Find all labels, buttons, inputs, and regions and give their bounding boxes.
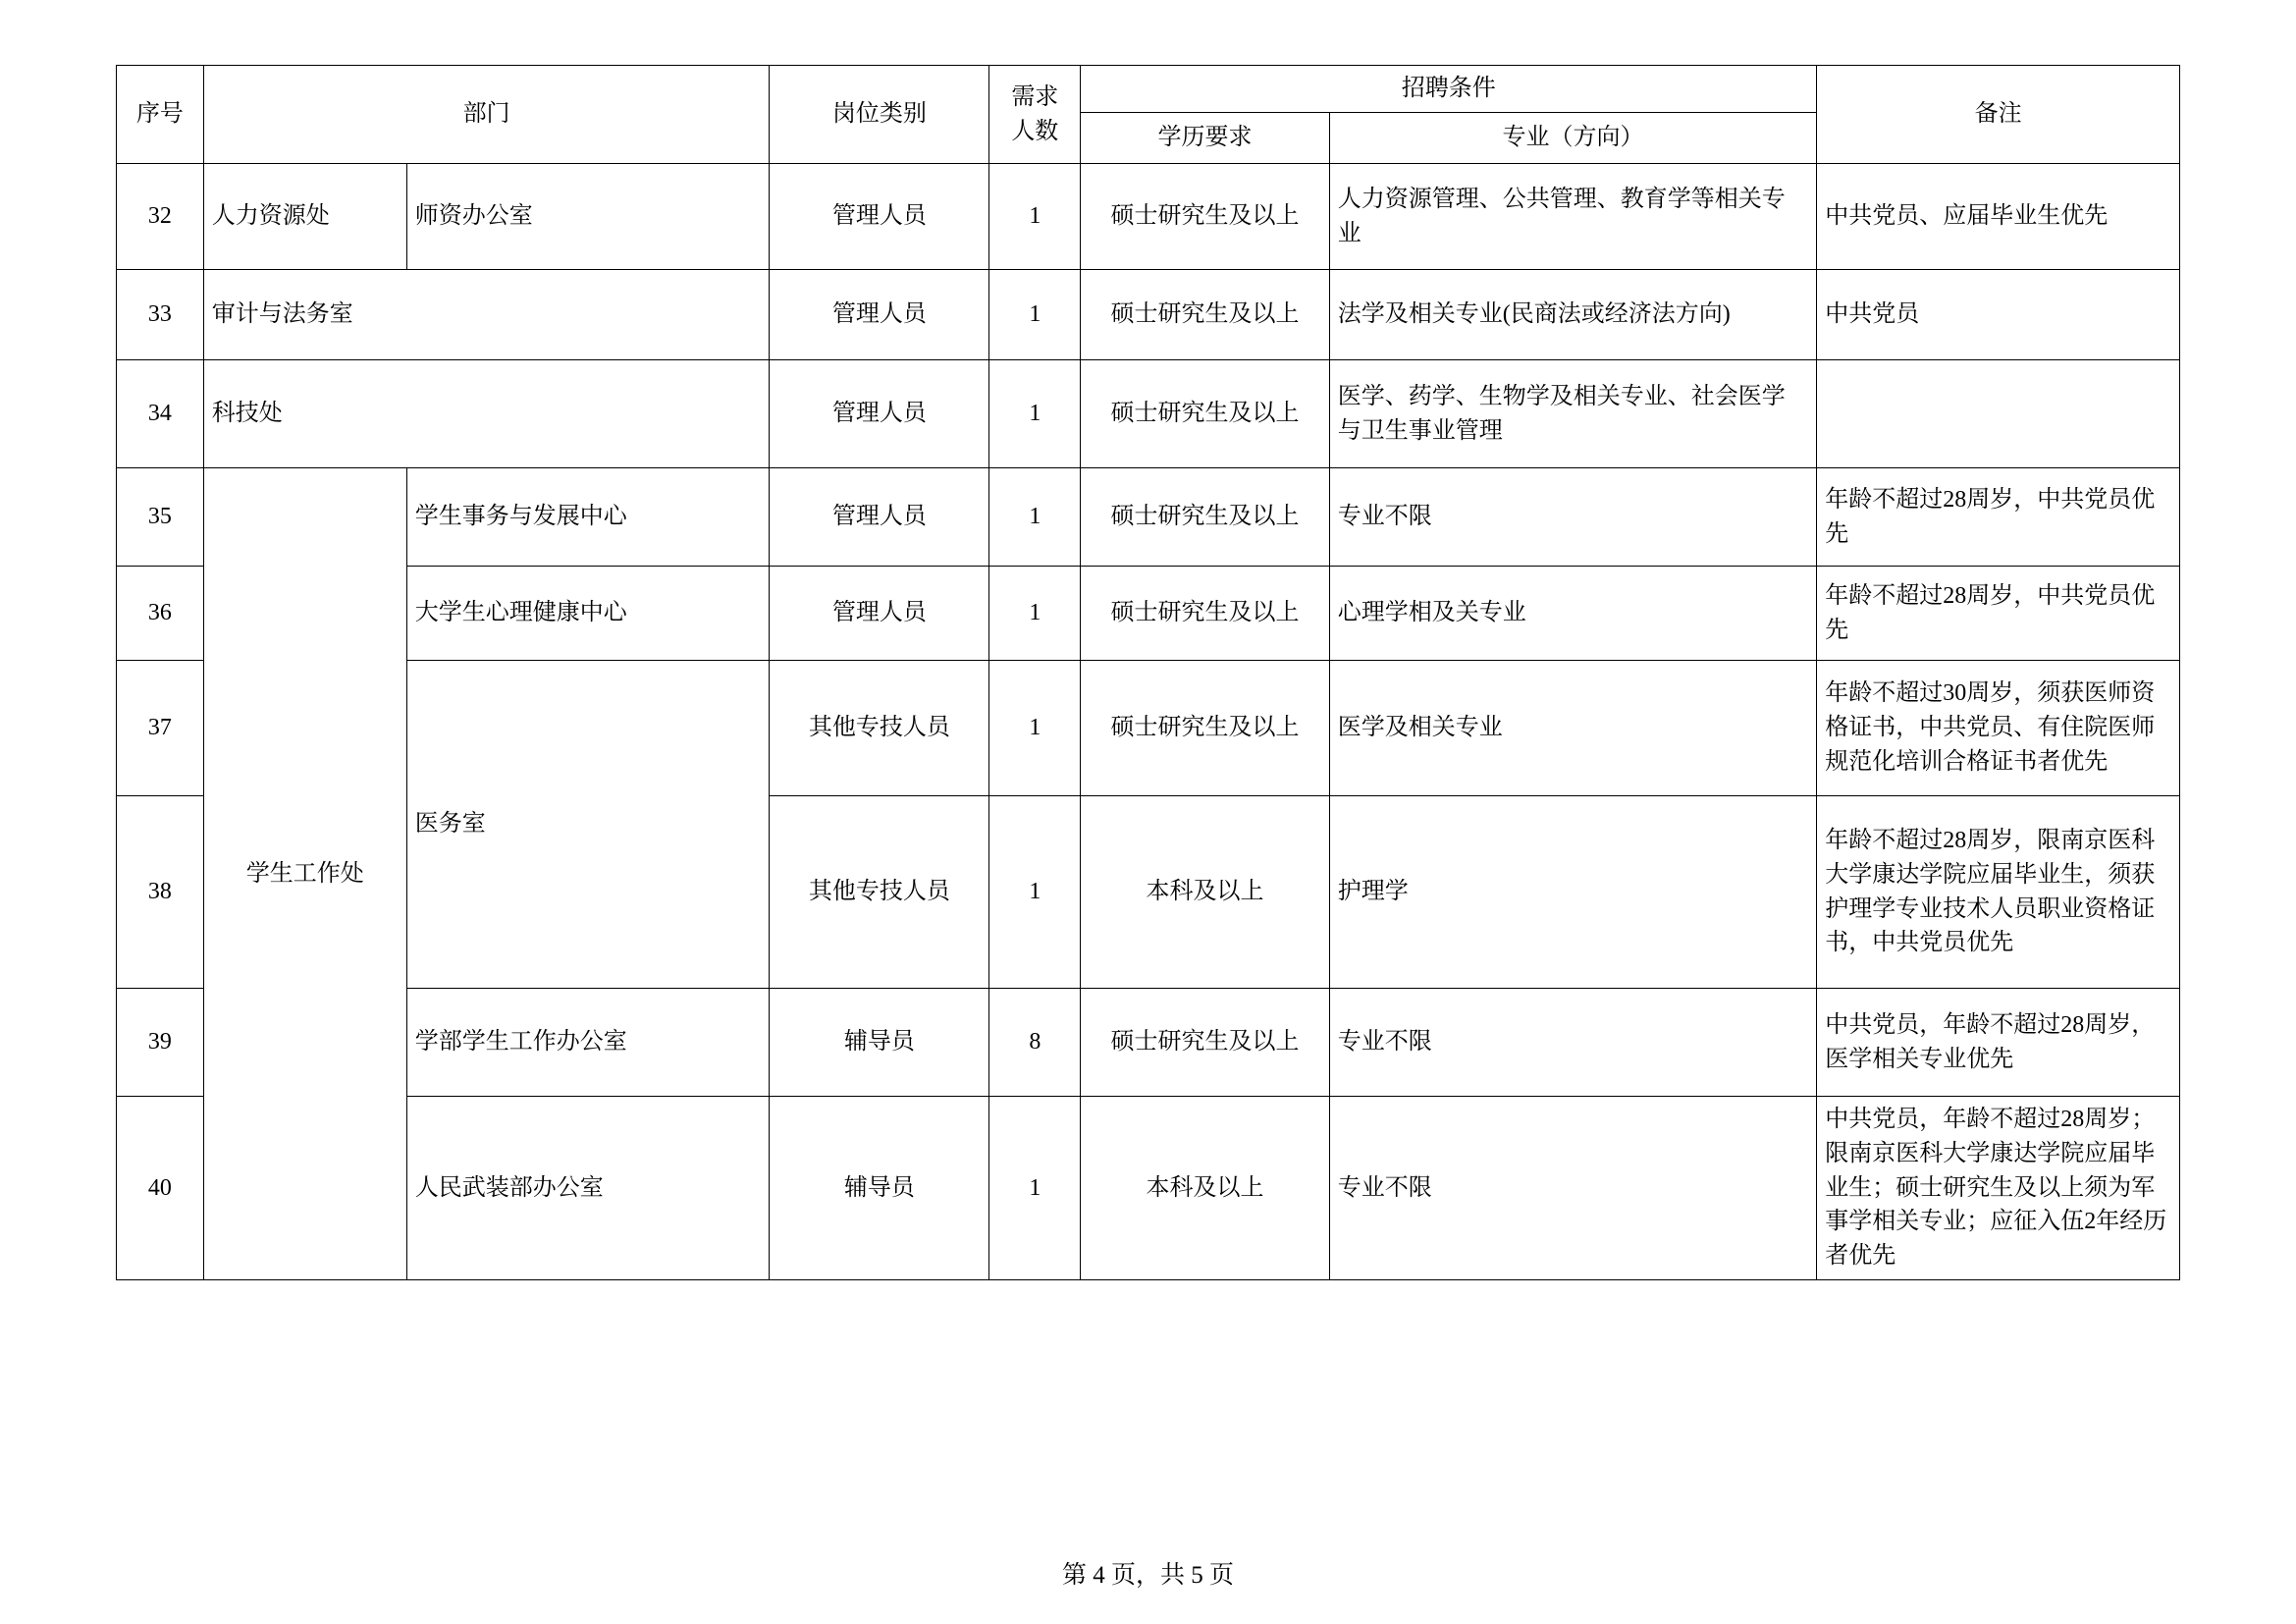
table-row [117, 661, 2180, 796]
cell-major: 心理学相及关专业 [1329, 567, 1816, 661]
cell-seq: 39 [117, 989, 204, 1097]
table-row [117, 164, 2180, 270]
headcount-line-1: 需求 [1011, 83, 1059, 110]
table-row [117, 989, 2180, 1097]
cell-remark: 中共党员、应届毕业生优先 [1817, 164, 2180, 270]
cell-seq: 36 [117, 567, 204, 661]
cell-education: 本科及以上 [1081, 1097, 1330, 1280]
cell-major: 人力资源管理、公共管理、教育学等相关专业 [1329, 164, 1816, 270]
cell-department-sub: 师资办公室 [406, 164, 770, 270]
cell-seq: 33 [117, 270, 204, 360]
cell-headcount: 1 [989, 270, 1081, 360]
cell-education: 本科及以上 [1081, 796, 1330, 989]
table-row [117, 360, 2180, 468]
cell-education: 硕士研究生及以上 [1081, 661, 1330, 796]
cell-remark: 中共党员，年龄不超过28周岁，医学相关专业优先 [1817, 989, 2180, 1097]
cell-education: 硕士研究生及以上 [1081, 468, 1330, 567]
cell-major: 专业不限 [1329, 1097, 1816, 1280]
cell-job-type: 管理人员 [770, 567, 989, 661]
cell-headcount: 1 [989, 1097, 1081, 1280]
cell-headcount: 1 [989, 796, 1081, 989]
cell-job-type: 管理人员 [770, 468, 989, 567]
cell-department-sub: 学生事务与发展中心 [406, 468, 770, 567]
cell-major: 医学、药学、生物学及相关专业、社会医学与卫生事业管理 [1329, 360, 1816, 468]
column-header-major: 专业（方向） [1329, 113, 1816, 164]
cell-job-type: 其他专技人员 [770, 661, 989, 796]
cell-education: 硕士研究生及以上 [1081, 270, 1330, 360]
cell-job-type: 管理人员 [770, 360, 989, 468]
column-header-headcount [989, 66, 1081, 164]
cell-headcount: 1 [989, 567, 1081, 661]
cell-remark: 年龄不超过28周岁，限南京医科大学康达学院应届毕业生，须获护理学专业技术人员职业资格证书，中共党员优先 [1817, 796, 2180, 989]
table-header-row-1 [117, 66, 2180, 113]
cell-headcount: 1 [989, 661, 1081, 796]
cell-education: 硕士研究生及以上 [1081, 989, 1330, 1097]
cell-major: 专业不限 [1329, 468, 1816, 567]
table-row [117, 468, 2180, 567]
cell-seq: 40 [117, 1097, 204, 1280]
table-row [117, 1097, 2180, 1280]
cell-major: 法学及相关专业(民商法或经济法方向) [1329, 270, 1816, 360]
cell-headcount: 8 [989, 989, 1081, 1097]
cell-job-type: 管理人员 [770, 164, 989, 270]
cell-remark: 年龄不超过28周岁，中共党员优先 [1817, 468, 2180, 567]
cell-major: 专业不限 [1329, 989, 1816, 1097]
cell-headcount: 1 [989, 164, 1081, 270]
cell-remark: 中共党员 [1817, 270, 2180, 360]
cell-seq: 37 [117, 661, 204, 796]
cell-headcount: 1 [989, 360, 1081, 468]
cell-job-type: 辅导员 [770, 989, 989, 1097]
table-header [117, 66, 2180, 164]
cell-remark: 中共党员，年龄不超过28周岁；限南京医科大学康达学院应届毕业生；硕士研究生及以上须为军事学相关专业；应征入伍2年经历者优先 [1817, 1097, 2180, 1280]
cell-seq: 35 [117, 468, 204, 567]
column-header-education: 学历要求 [1081, 113, 1330, 164]
cell-department-main: 审计与法务室 [203, 270, 770, 360]
cell-education: 硕士研究生及以上 [1081, 567, 1330, 661]
column-header-conditions: 招聘条件 [1081, 66, 1817, 113]
cell-major: 护理学 [1329, 796, 1816, 989]
cell-seq: 32 [117, 164, 204, 270]
cell-department-sub: 大学生心理健康中心 [406, 567, 770, 661]
recruitment-table [116, 65, 2180, 1280]
cell-department-sub: 医务室 [406, 661, 770, 989]
cell-seq: 38 [117, 796, 204, 989]
cell-education: 硕士研究生及以上 [1081, 360, 1330, 468]
column-header-job-type: 岗位类别 [770, 66, 989, 164]
cell-department-sub: 人民武装部办公室 [406, 1097, 770, 1280]
table-row [117, 567, 2180, 661]
table-body [117, 164, 2180, 1280]
page-footer: 第 4 页，共 5 页 [1061, 1562, 1234, 1589]
column-header-seq: 序号 [117, 66, 204, 164]
column-header-department: 部门 [203, 66, 770, 164]
column-header-remark: 备注 [1817, 66, 2180, 164]
cell-department-main: 科技处 [203, 360, 770, 468]
cell-remark: 年龄不超过30周岁，须获医师资格证书，中共党员、有住院医师规范化培训合格证书者优先 [1817, 661, 2180, 796]
cell-seq: 34 [117, 360, 204, 468]
cell-major: 医学及相关专业 [1329, 661, 1816, 796]
cell-remark: 年龄不超过28周岁，中共党员优先 [1817, 567, 2180, 661]
headcount-line-2: 人数 [1011, 118, 1059, 144]
cell-department-main: 学生工作处 [203, 468, 406, 1280]
cell-department-main: 人力资源处 [203, 164, 406, 270]
cell-job-type: 辅导员 [770, 1097, 989, 1280]
cell-department-sub: 学部学生工作办公室 [406, 989, 770, 1097]
cell-job-type: 管理人员 [770, 270, 989, 360]
cell-remark [1817, 360, 2180, 468]
cell-education: 硕士研究生及以上 [1081, 164, 1330, 270]
cell-job-type: 其他专技人员 [770, 796, 989, 989]
cell-headcount: 1 [989, 468, 1081, 567]
table-row [117, 270, 2180, 360]
